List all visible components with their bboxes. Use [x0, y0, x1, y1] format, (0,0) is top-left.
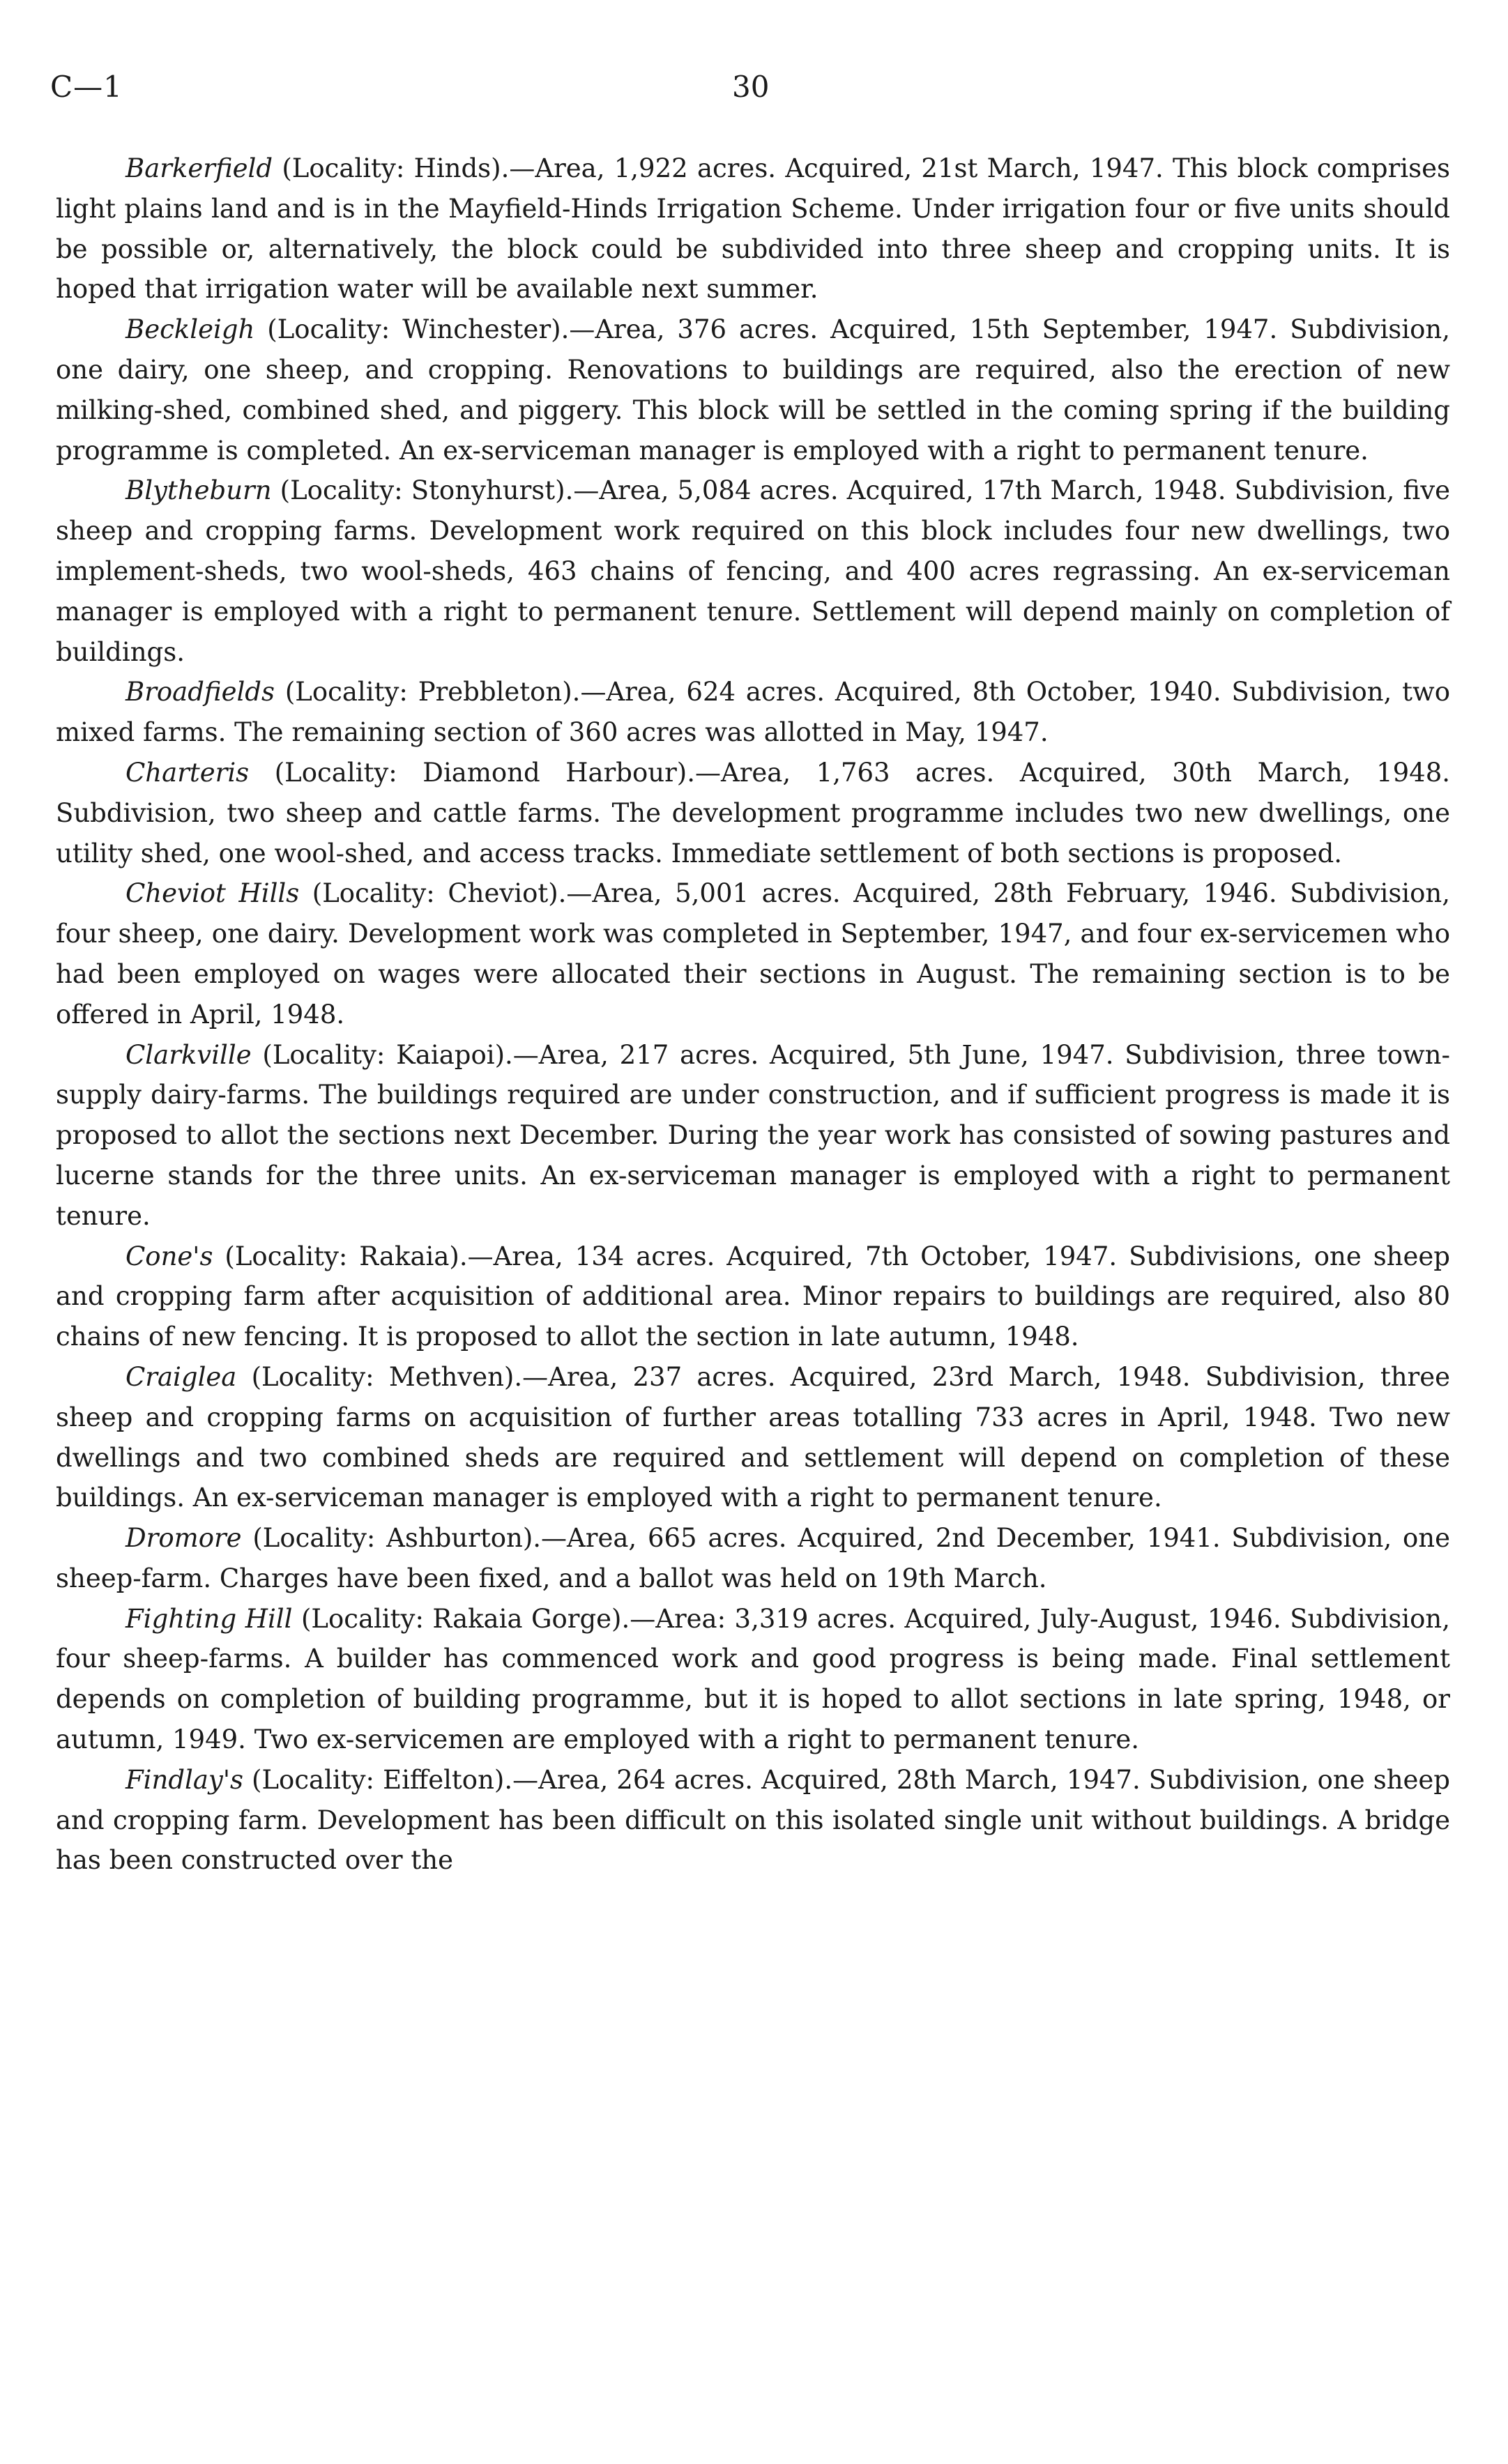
- entry-clarkville: [56, 1035, 1450, 1237]
- entry-name: Blytheburn: [125, 475, 272, 506]
- entry-text: (Locality: Methven).—Area, 237 acres. Acquired, 23rd March, 1948. Subdivision, three sheep and cropping farms on acquisition of further areas totalling 733 acres in April, 1948. Two new dwellings and two combined sheds are required and settlement will depend on completion of these buildings. An ex-serviceman manager is employed with a right to permanent tenure.: [56, 1361, 1451, 1513]
- entry-beckleigh: [56, 309, 1450, 470]
- entry-name: Craiglea: [125, 1361, 237, 1392]
- entry-text: (Locality: Kaiapoi).—Area, 217 acres. Acquired, 5th June, 1947. Subdivision, three town-supply dairy-farms. The buildings required are under construction, and if sufficient progress is made it is proposed to allot the sections next December. During the year work has consisted of sowing pastures and lucerne stands for the three units. An ex-serviceman manager is employed with a right to permanent tenure.: [56, 1039, 1450, 1231]
- entry-name: Clarkville: [125, 1039, 252, 1070]
- entry-name: Broadfields: [125, 677, 275, 707]
- entry-name: Dromore: [125, 1523, 242, 1554]
- entry-name: Findlay's: [125, 1764, 243, 1795]
- entry-text: (Locality: Diamond Harbour).—Area, 1,763 acres. Acquired, 30th March, 1948. Subdivision, two sheep and cattle farms. The development programme includes two new dwellings, one utility shed, one wool-shed, and access tracks. Immediate settlement of both sections is proposed.: [56, 757, 1450, 868]
- entry-cheviot-hills: [56, 873, 1450, 1034]
- entry-text: (Locality: Cheviot).—Area, 5,001 acres. Acquired, 28th February, 1946. Subdivision, four sheep, one dairy. Development work was completed in September, 1947, and four ex-servicemen who had been employed on wages were allocated their sections in August. The remaining section is to be offered in April, 1948.: [56, 878, 1451, 1030]
- entry-name: Barkerfield: [125, 153, 273, 183]
- page-number: 30: [732, 70, 770, 104]
- entry-name: Charteris: [125, 757, 250, 788]
- entry-text: (Locality: Stonyhurst).—Area, 5,084 acres. Acquired, 17th March, 1948. Subdivision, five sheep and cropping farms. Development work required on this block includes four new dwellings, two implement-sheds, two wool-sheds, 463 chains of fencing, and 400 acres regrassing. An ex-serviceman manager is employed with a right to permanent tenure. Settlement will depend mainly on completion of buildings.: [56, 475, 1450, 667]
- entry-name: Cone's: [125, 1241, 213, 1271]
- entry-text: (Locality: Rakaia).—Area, 134 acres. Acquired, 7th October, 1947. Subdivisions, one sheep and cropping farm after acquisition of additional area. Minor repairs to buildings are required, also 80 chains of new fencing. It is proposed to allot the section in late autumn, 1948.: [56, 1241, 1450, 1352]
- entry-text: (Locality: Hinds).—Area, 1,922 acres. Acquired, 21st March, 1947. This block comprises light plains land and is in the Mayfield-Hinds Irrigation Scheme. Under irrigation four or five units should be possible or, alternatively, the block could be subdivided into three sheep and cropping units. It is hoped that irrigation water will be available next summer.: [56, 153, 1451, 305]
- document-reference: C—1: [50, 70, 123, 104]
- entry-name: Cheviot Hills: [125, 878, 300, 909]
- entry-text: (Locality: Rakaia Gorge).—Area: 3,319 acres. Acquired, July-August, 1946. Subdivision, four sheep-farms. A builder has commenced work and good progress is being made. Final settlement depends on completion of building programme, but it is hoped to allot sections in late spring, 1948, or autumn, 1949. Two ex-servicemen are employed with a right to permanent tenure.: [56, 1603, 1451, 1755]
- entry-text: (Locality: Ashburton).—Area, 665 acres. Acquired, 2nd December, 1941. Subdivision, one sheep-farm. Charges have been fixed, and a ballot was held on 19th March.: [56, 1523, 1450, 1593]
- entry-fighting-hill: [56, 1599, 1450, 1760]
- entry-name: Fighting Hill: [125, 1603, 293, 1634]
- page-header: [50, 70, 1459, 112]
- entry-craiglea: [56, 1357, 1450, 1518]
- entry-cones: [56, 1237, 1450, 1357]
- entry-name: Beckleigh: [125, 314, 255, 345]
- entry-charteris: [56, 753, 1450, 873]
- entry-barkerfield: [56, 148, 1450, 309]
- entry-text: (Locality: Winchester).—Area, 376 acres. Acquired, 15th September, 1947. Subdivision, one dairy, one sheep, and cropping. Renovations to buildings are required, also the erection of new milking-shed, combined shed, and piggery. This block will be settled in the coming spring if the building programme is completed. An ex-serviceman manager is employed with a right to permanent tenure.: [56, 314, 1450, 466]
- document-body: [56, 148, 1450, 1881]
- entry-broadfields: [56, 672, 1450, 753]
- entry-blytheburn: [56, 470, 1450, 672]
- entry-dromore: [56, 1518, 1450, 1599]
- entry-text: (Locality: Prebbleton).—Area, 624 acres. Acquired, 8th October, 1940. Subdivision, two mixed farms. The remaining section of 360 acres was allotted in May, 1947.: [56, 677, 1450, 748]
- entry-findlays: [56, 1760, 1450, 1881]
- entry-text: (Locality: Eiffelton).—Area, 264 acres. Acquired, 28th March, 1947. Subdivision, one sheep and cropping farm. Development has been difficult on this isolated single unit without buildings. A bridge has been constructed over the: [56, 1764, 1450, 1876]
